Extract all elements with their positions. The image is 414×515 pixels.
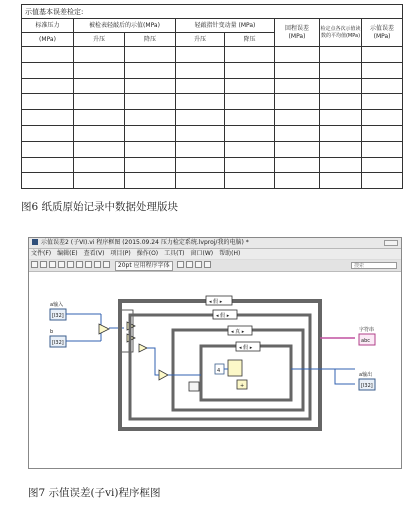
table-cell — [22, 141, 74, 157]
header-max-average: 检定点各次示值读数的平均值(MPa) — [320, 19, 362, 47]
table-row — [22, 125, 403, 141]
table-row — [22, 94, 403, 110]
step-out-icon[interactable] — [103, 261, 110, 268]
table-cell — [22, 157, 74, 173]
table-cell — [22, 78, 74, 94]
subtract-node[interactable] — [99, 324, 109, 334]
table-cell — [275, 62, 320, 78]
table-cell — [176, 94, 225, 110]
figure-7-caption: 图7 示值误差(子vi)程序框图 — [28, 487, 161, 499]
header-indication-error-unit: (MPa) — [373, 32, 391, 40]
run-continuous-icon[interactable] — [40, 261, 47, 268]
table-cell — [176, 173, 225, 189]
table-cell — [362, 157, 403, 173]
output-string-terminal-label: abc — [361, 338, 370, 344]
inner-case-structure[interactable] — [201, 346, 291, 400]
table-cell — [22, 47, 74, 63]
font-select[interactable]: 20pt 应用程序字体 — [115, 261, 173, 271]
function-node[interactable] — [228, 360, 242, 376]
table-cell — [125, 78, 176, 94]
block-diagram — [29, 272, 401, 468]
input-b-label: b — [50, 329, 54, 335]
table-cell — [225, 47, 275, 63]
output-a-terminal-label: [I32] — [361, 383, 373, 389]
header-up-2: 升压 — [176, 33, 225, 47]
table-cell — [125, 141, 176, 157]
menu-project[interactable]: 项目(P) — [110, 250, 131, 257]
pause-icon[interactable] — [58, 261, 65, 268]
menu-operate[interactable]: 操作(O) — [136, 250, 159, 257]
table-cell — [74, 173, 125, 189]
table-cell — [320, 141, 362, 157]
menu-help[interactable]: 帮助(H) — [219, 250, 241, 257]
table-cell — [125, 94, 176, 110]
abort-icon[interactable] — [49, 261, 56, 268]
menu-window[interactable]: 窗口(W) — [190, 250, 214, 257]
table-cell — [22, 62, 74, 78]
case-selector-1-label: ◂ 假 ▸ — [209, 299, 223, 305]
align-icon[interactable] — [177, 261, 184, 268]
case-selector-4-label: ◂ 假 ▸ — [239, 345, 253, 351]
table-cell — [225, 78, 275, 94]
table-cell — [362, 125, 403, 141]
table-cell — [22, 173, 74, 189]
table-cell — [275, 173, 320, 189]
header-indication-error-label: 示值误差 — [370, 24, 395, 32]
table-cell — [74, 47, 125, 63]
table-cell — [125, 47, 176, 63]
table-row — [22, 47, 403, 63]
table-cell — [320, 47, 362, 63]
table-cell — [225, 110, 275, 126]
select-node[interactable] — [189, 382, 199, 391]
table-cell — [275, 47, 320, 63]
table-row — [22, 62, 403, 78]
table-cell — [74, 62, 125, 78]
cleanup-icon[interactable] — [204, 261, 211, 268]
table-cell — [125, 173, 176, 189]
header-standard-unit: (MPa) — [22, 33, 74, 47]
table-cell — [320, 94, 362, 110]
input-wire — [66, 314, 101, 341]
table-cell — [125, 110, 176, 126]
table-cell — [275, 125, 320, 141]
table-cell — [74, 94, 125, 110]
distribute-icon[interactable] — [186, 261, 193, 268]
table-cell — [362, 94, 403, 110]
table-cell — [362, 62, 403, 78]
table-cell — [275, 110, 320, 126]
menu-view[interactable]: 查看(V) — [83, 250, 105, 257]
window-title: 示值误差2 (子VI).vi 程序框图 (2015.09.24 压力检定系统.lvproj/我的电脑) * — [41, 239, 249, 246]
compare-node-3[interactable] — [139, 344, 147, 352]
table-row — [22, 78, 403, 94]
header-up-1: 升压 — [74, 33, 125, 47]
figure-6-caption: 图6 纸质原始记录中数据处理版块 — [21, 201, 179, 213]
minimize-button[interactable] — [384, 240, 398, 246]
input-b-terminal-label: [I32] — [52, 340, 64, 346]
table-cell — [275, 94, 320, 110]
table-cell — [225, 173, 275, 189]
output-wire-numeric — [291, 369, 355, 384]
table-title: 示值基本误差检定: — [22, 5, 403, 19]
table-cell — [320, 173, 362, 189]
table-row — [22, 141, 403, 157]
header-return-error-unit: (MPa) — [288, 32, 306, 40]
table-cell — [362, 78, 403, 94]
table-cell — [275, 141, 320, 157]
menu-edit[interactable]: 编辑(E) — [57, 250, 78, 257]
labview-window — [28, 237, 402, 469]
table-cell — [225, 157, 275, 173]
table-cell — [74, 157, 125, 173]
table-cell — [125, 125, 176, 141]
table-row — [22, 157, 403, 173]
table-cell — [362, 173, 403, 189]
table-cell — [362, 110, 403, 126]
table-cell — [22, 94, 74, 110]
table-cell — [320, 62, 362, 78]
header-return-error-label: 回程误差 — [284, 24, 309, 32]
highlight-execution-icon[interactable] — [67, 261, 74, 268]
table-cell — [22, 110, 74, 126]
table-row — [22, 110, 403, 126]
table-cell — [320, 110, 362, 126]
output-a-label: a输出 — [359, 372, 373, 378]
header-standard-pressure: 标准压力 — [22, 19, 74, 33]
menu-file[interactable]: 文件(F) — [31, 250, 52, 257]
header-tapped-reading: 被检表轻敲后的示值(MPa) — [74, 19, 176, 33]
table-cell — [176, 141, 225, 157]
paper-record-table — [21, 4, 403, 189]
toolbar — [29, 260, 401, 272]
run-arrow-icon[interactable] — [31, 261, 38, 268]
header-tap-shift: 轻敲指针变动量 (MPa) — [176, 19, 275, 33]
case-selector-2-label: ◂ 假 ▸ — [216, 313, 230, 319]
input-a-terminal-label: [I32] — [52, 313, 64, 319]
numeric-constant-label: 4 — [217, 368, 221, 374]
table-cell — [275, 78, 320, 94]
header-down-2: 降压 — [225, 33, 275, 47]
labview-app-icon — [32, 239, 38, 245]
input-a-label: a输入 — [50, 302, 64, 308]
search-input[interactable]: 搜索 — [351, 262, 397, 269]
table-cell — [362, 47, 403, 63]
table-cell — [225, 125, 275, 141]
table-cell — [225, 141, 275, 157]
table-cell — [275, 157, 320, 173]
table-cell — [74, 78, 125, 94]
header-indication-error — [362, 19, 403, 47]
block-diagram-canvas — [29, 272, 401, 468]
table-cell — [176, 78, 225, 94]
table-cell — [125, 157, 176, 173]
step-into-icon[interactable] — [85, 261, 92, 268]
table-cell — [225, 94, 275, 110]
table-row — [22, 173, 403, 189]
menu-bar — [29, 249, 401, 259]
header-return-error — [275, 19, 320, 47]
add-node-symbol: + — [240, 383, 245, 389]
table-cell — [74, 125, 125, 141]
compare-node-4[interactable] — [159, 370, 168, 380]
table-cell — [176, 157, 225, 173]
table-cell — [74, 141, 125, 157]
table-cell — [320, 78, 362, 94]
retain-wire-values-icon[interactable] — [76, 261, 83, 268]
table-cell — [22, 125, 74, 141]
header-down-1: 降压 — [125, 33, 176, 47]
table-cell — [176, 110, 225, 126]
table-cell — [362, 141, 403, 157]
table-cell — [320, 157, 362, 173]
menu-tools[interactable]: 工具(T) — [164, 250, 185, 257]
case-selector-3-label: ◂ 真 ▸ — [231, 329, 245, 335]
table-cell — [320, 125, 362, 141]
step-over-icon[interactable] — [94, 261, 101, 268]
table-cell — [176, 62, 225, 78]
output-string-label: 字符串 — [359, 327, 375, 333]
table-cell — [225, 62, 275, 78]
table-cell — [176, 125, 225, 141]
table-cell — [74, 110, 125, 126]
table-cell — [176, 47, 225, 63]
reorder-icon[interactable] — [195, 261, 202, 268]
window-titlebar — [29, 238, 401, 249]
table-cell — [125, 62, 176, 78]
